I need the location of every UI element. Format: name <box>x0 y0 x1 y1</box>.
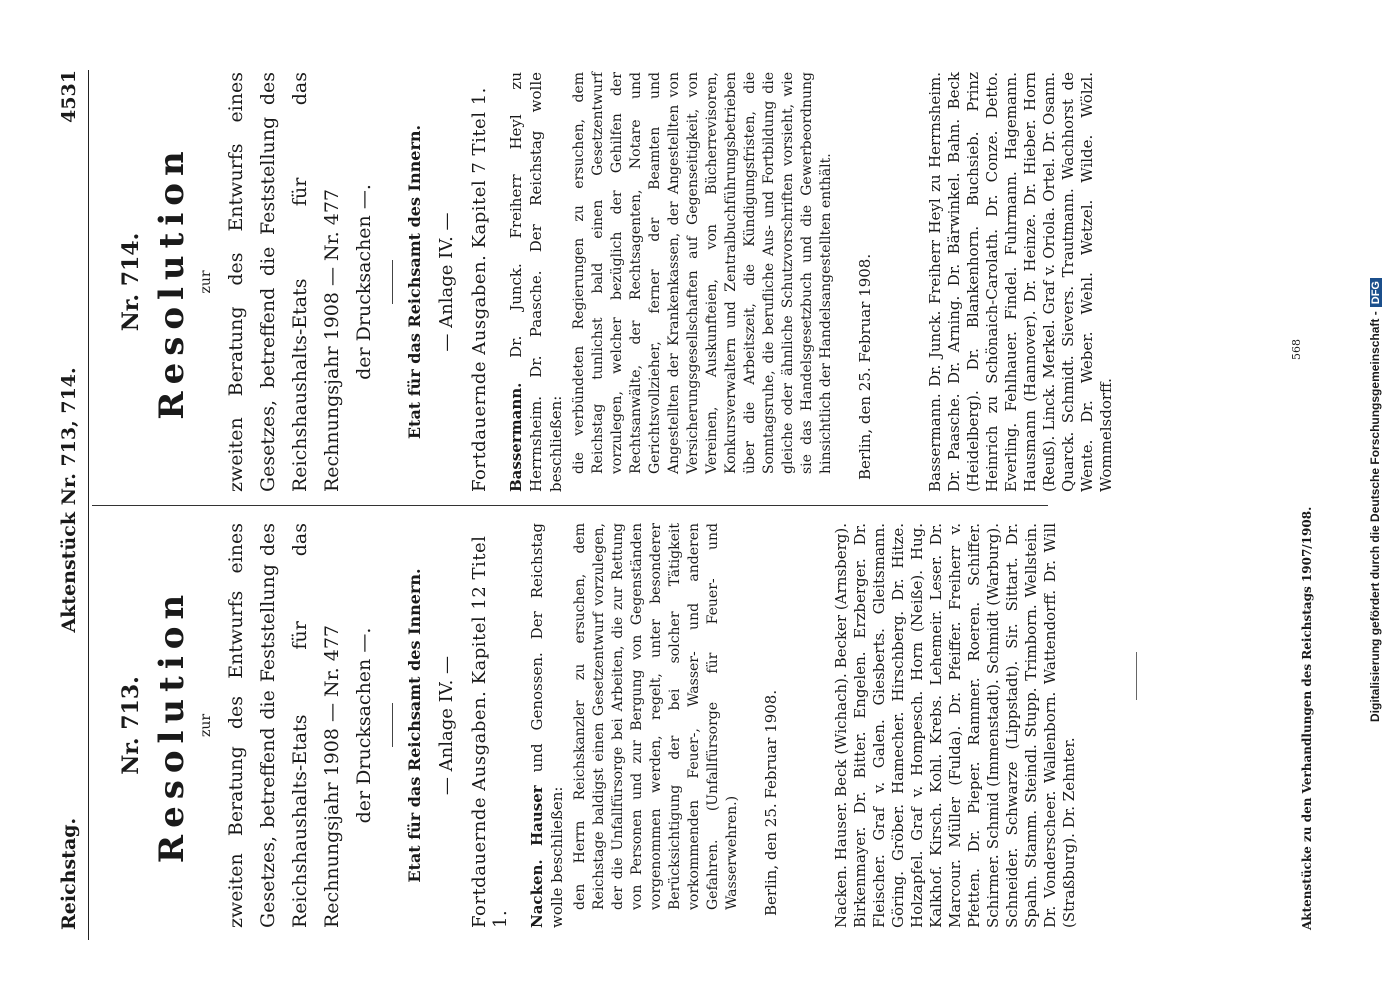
motion-intro <box>506 72 566 492</box>
header-rule <box>88 70 89 940</box>
funding-note <box>1368 0 1382 1000</box>
date-line: Berlin, den 25. Februar 1908. <box>856 253 874 480</box>
funding-text: Digitalisierung gefördert durch die Deutsche Forschungsgemeinschaft - <box>1368 311 1382 722</box>
zur-label: zur <box>198 270 214 294</box>
motion-author: Bassermann. <box>507 382 525 492</box>
motion-intro-text: Dr. Junck. Freiherr Heyl zu Herrnsheim. Dr. Paasche. Der Reichstag wolle beschließen: <box>507 72 565 492</box>
page-number: 4531 <box>58 70 80 123</box>
header-center: Aktenstück Nr. 713, 714. <box>58 367 80 633</box>
doc-number: Nr. 713. <box>118 676 144 775</box>
page-header <box>58 70 84 930</box>
etat-heading: Etat für das Reichsamt des Innern. <box>405 568 424 883</box>
doc-title: Resolution <box>152 587 192 864</box>
dfg-logo: DFG <box>1370 278 1382 307</box>
motion-intro-text: und Genossen. Der Reichstag wolle beschließen: <box>528 523 566 928</box>
lead-text: zweiten Beratung des Entwurfs eines Gesetzes, betreffend die Feststellung des Reichshaushalts-Etats für das Rechnungsjahr 1908 — Nr. 477 <box>225 523 343 928</box>
etat-heading: Etat für das Reichsamt des Innern. <box>405 124 424 440</box>
signatories: Bassermann. Dr. Junck. Freiherr Heyl zu Herrnsheim. Dr. Paasche. Dr. Arning. Dr. Bärwinkel. Bahn. Beck (Heidelberg). Dr. Blankenhorn. Buchsieb. Prinz Heinrich zu Schönaich-Carolath. Dr. Conze. Detto. Everling. Fehlhauer. Findel. Fuhrmann. Hagemann. Hausmann (Hannover). Dr. Heinze. Dr. Hieber. Horn (Reuß). Linck. Merkel. Graf v. Oriola. Ortel. Dr. Osann. Quarck. Schmidt. Sievers. Trautmann. Wachhorst de Wente. Dr. Weber. Wehl. Wetzel. Wilde. Wölzl. Wommelsdorff. <box>926 72 1115 492</box>
date-line: Berlin, den 25. Februar 1908. <box>762 689 780 916</box>
lead-end: der Drucksachen —. <box>353 184 375 380</box>
motion-author: Nacken. Hauser <box>528 785 546 928</box>
motion-body: die verbündeten Regierungen zu ersuchen, dem Reichstag tunlichst bald einen Gesetzentwurf vorzulegen, welcher bezüglich der Gehilfen der Rechtsanwälte, der Rechtsagenten, Notare und Gerichtsvollzieher, ferner der Beamten und Angestellten der Krankenkassen, der Angestellten von Versicherungsgesellschaften auf Gegenseitigkeit, von Vereinen, Auskunfteien, von Bücherrevisoren, Konkursverwaltern und Zentralbuchführungsbetrieben über die Arbeitszeit, die Kündigungsfristen, die Sonntagsruhe, die berufliche Aus- und Fortbildung die gleiche oder ähnliche Schutzvorschriften vorsieht, wie sie das Handelsgesetzbuch und die Gewerbeordnung hinsichtlich der Handelsangestellten enthält. <box>571 72 834 474</box>
anlage-label: — Anlage IV. — <box>436 655 457 796</box>
column-714 <box>112 72 1116 492</box>
separator <box>392 260 393 304</box>
fortdauernde-line: Fortdauernde Ausgaben. Kapitel 12 Titel 1. <box>469 535 511 928</box>
sheet-number: 568 <box>1290 339 1303 360</box>
motion-body: den Herrn Reichskanzler zu ersuchen, dem Reichstage baldigst einen Gesetzentwurf vorzulegen, der die Unfallfürsorge bei Arbeiten, die zur Rettung von Personen und zur Bergung von Gegenständen vorgenommen werden, regelt, unter besonderer Berücksichtigung der bei solcher Tätigkeit vorkommenden Feuer-, Wasser- und anderen Gefahren. (Unfallfürsorge für Feuer- und Wasserwehren.) <box>572 523 740 910</box>
signatories: Nacken. Hauser. Beck (Wichach). Becker (Arnsberg). Birkenmayer. Dr. Bitter. Engelen. Erzberger. Dr. Fleischer. Graf v. Galen. Giesberts. Gleitsmann. Göring. Gröber. Hamecher. Hirschberg. Dr. Hitze. Holzapfel. Graf v. Hompesch. Horn (Neiße). Hug. Kalkhof. Kirsch. Kohl. Krebs. Lehemeir. Leser. Dr. Marcour. Müller (Fulda). Dr. Pfeiffer. Freiherr v. Pfetten. Dr. Pieper. Rammer. Roeren. Schiffer. Schirmer. Schmid (Immenstadt). Schmidt (Warburg). Schneider. Schwarze (Lippstadt). Sir. Sittart. Dr. Spahn. Stamm. Steindl. Stupp. Trimborn. Wellstein. Dr. Vonderscheer. Wallenborn. Wattendorff. Dr. Will (Straßburg). Dr. Zehnter. <box>832 523 1078 928</box>
zur-label: zur <box>198 713 214 738</box>
doc-number: Nr. 714. <box>118 232 144 332</box>
fold-mark <box>1136 652 1137 700</box>
lead-end: der Drucksachen —. <box>353 627 375 824</box>
fortdauernde-line: Fortdauernde Ausgaben. Kapitel 7 Titel 1. <box>469 87 490 492</box>
header-left: Reichstag. <box>58 817 80 930</box>
column-713 <box>112 523 1079 928</box>
separator <box>392 704 393 748</box>
motion-intro <box>527 523 567 928</box>
lead-text: zweiten Beratung des Entwurfs eines Gesetzes, betreffend die Feststellung des Reichshaushalts-Etats für das Rechnungsjahr 1908 — Nr. 477 <box>225 72 343 492</box>
column-rule <box>92 505 1048 506</box>
doc-title: Resolution <box>152 144 192 420</box>
anlage-label: — Anlage IV. — <box>436 212 457 352</box>
page-footer: Aktenstücke zu den Verhandlungen des Reichstags 1907/1908. <box>1300 506 1314 930</box>
